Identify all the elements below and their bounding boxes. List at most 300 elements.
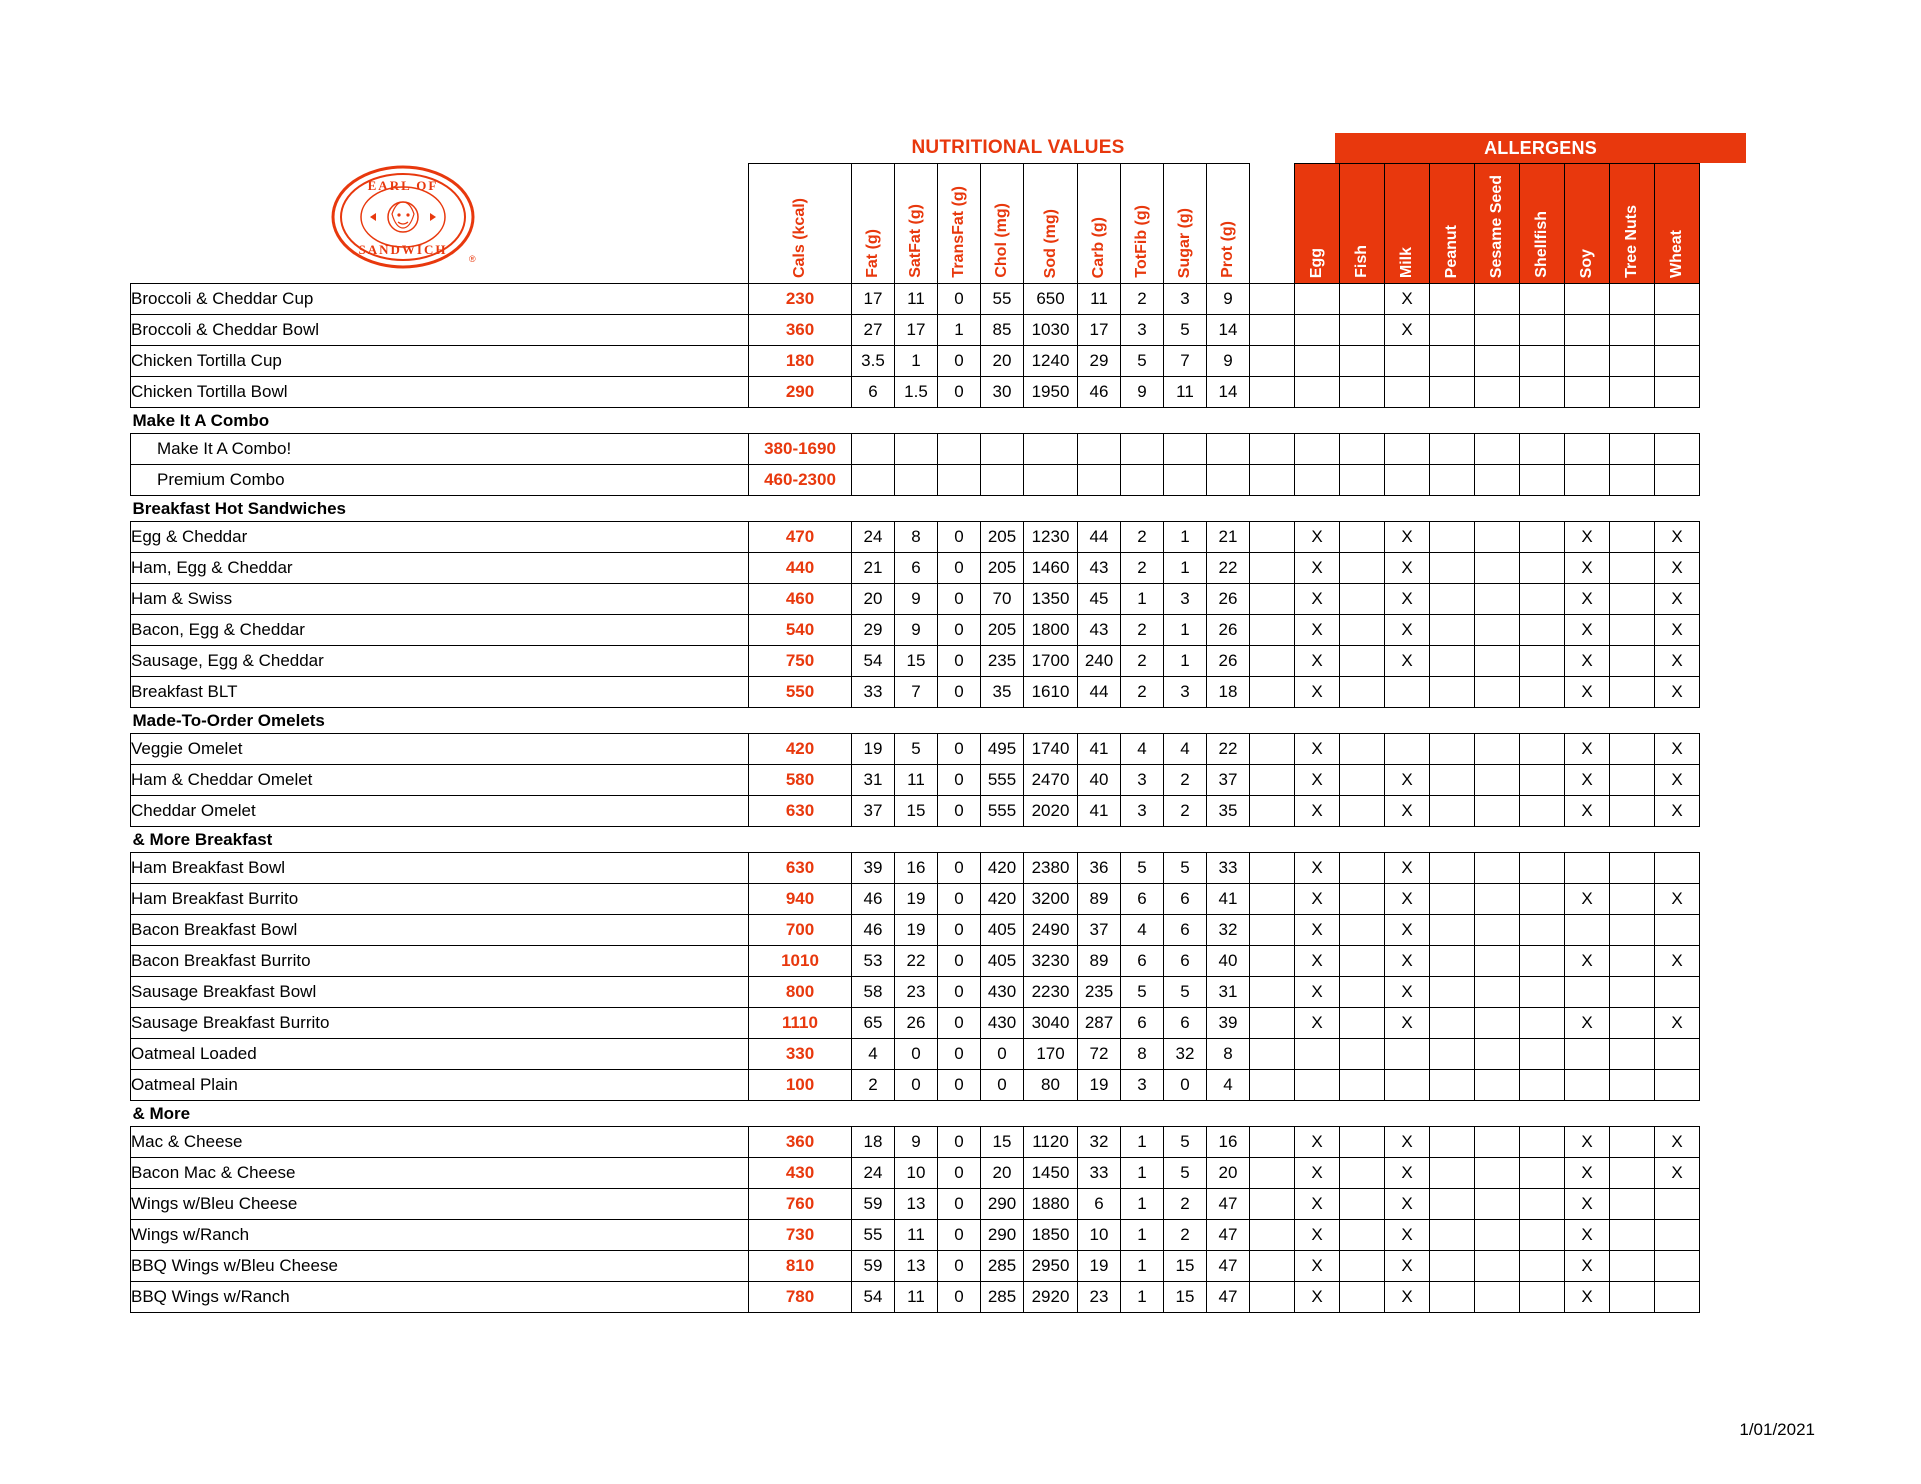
- item-name: Egg & Cheddar: [131, 522, 749, 553]
- allergen-cell: [1475, 1189, 1520, 1220]
- allergen-cell: X: [1655, 553, 1700, 584]
- section-title: & More Breakfast: [132, 829, 273, 849]
- empty-cell: [1121, 465, 1164, 496]
- nutrition-value: 1950: [1024, 377, 1078, 408]
- allergen-cell: [1340, 284, 1385, 315]
- row-gap-cell: [1250, 1158, 1295, 1189]
- nutrition-column-header: [1078, 164, 1121, 284]
- item-name: Oatmeal Loaded: [131, 1039, 749, 1070]
- table-row: [131, 946, 1700, 977]
- section-header-row: [131, 708, 1700, 734]
- allergen-cell: X: [1295, 1189, 1340, 1220]
- empty-cell: [1340, 434, 1385, 465]
- nutrition-value: 495: [981, 734, 1024, 765]
- nutrition-value: 2490: [1024, 915, 1078, 946]
- nutritional-values-banner: NUTRITIONAL VALUES: [911, 137, 1125, 158]
- nutrition-value: 13: [895, 1251, 938, 1282]
- nutrition-value: 65: [852, 1008, 895, 1039]
- empty-cell: [1340, 465, 1385, 496]
- allergen-cell: [1520, 1220, 1565, 1251]
- nutrition-value: 6: [1164, 884, 1207, 915]
- allergen-cell: X: [1565, 796, 1610, 827]
- allergen-cell: [1340, 1189, 1385, 1220]
- nutrition-value: 0: [938, 884, 981, 915]
- table-row: [131, 1070, 1700, 1101]
- nutrition-value: 8: [1207, 1039, 1250, 1070]
- allergen-cell: [1520, 284, 1565, 315]
- nutrition-value: 31: [1207, 977, 1250, 1008]
- nutrition-value: 11: [1164, 377, 1207, 408]
- allergen-cell: [1430, 1251, 1475, 1282]
- nutrition-value: 2: [1121, 284, 1164, 315]
- allergen-cell: [1520, 377, 1565, 408]
- allergen-cell: [1340, 377, 1385, 408]
- row-gap-cell: [1250, 765, 1295, 796]
- item-name: Ham, Egg & Cheddar: [131, 553, 749, 584]
- allergen-cell: [1520, 677, 1565, 708]
- row-gap-cell: [1250, 1039, 1295, 1070]
- allergen-column-header: [1340, 164, 1385, 284]
- nutrition-value: 10: [895, 1158, 938, 1189]
- nutrition-value: 290: [981, 1189, 1024, 1220]
- allergen-cell: [1520, 315, 1565, 346]
- nutrition-value: 1: [1121, 1251, 1164, 1282]
- nutrition-value: 5: [1164, 1158, 1207, 1189]
- item-calories: 440: [749, 553, 852, 584]
- row-gap-cell: [1250, 1127, 1295, 1158]
- nutrition-value: 39: [852, 853, 895, 884]
- allergen-cell: X: [1565, 946, 1610, 977]
- nutrition-value: 9: [895, 584, 938, 615]
- table-header-row: [131, 164, 1700, 284]
- nutrition-value: 4: [1121, 915, 1164, 946]
- allergen-cell: [1565, 284, 1610, 315]
- nutrition-value: 285: [981, 1282, 1024, 1313]
- table-row: [131, 1189, 1700, 1220]
- table-row: [131, 284, 1700, 315]
- allergen-cell: [1610, 522, 1655, 553]
- nutrition-value: 31: [852, 765, 895, 796]
- nutrition-value: 19: [1078, 1070, 1121, 1101]
- allergen-cell: X: [1295, 884, 1340, 915]
- allergen-cell: [1475, 884, 1520, 915]
- allergen-cell: X: [1295, 584, 1340, 615]
- allergen-cell: [1520, 1158, 1565, 1189]
- nutrition-value: 58: [852, 977, 895, 1008]
- nutrition-value: 20: [1207, 1158, 1250, 1189]
- item-calories: 580: [749, 765, 852, 796]
- nutrition-value: 19: [1078, 1251, 1121, 1282]
- nutrition-column-header: [981, 164, 1024, 284]
- row-gap-cell: [1250, 522, 1295, 553]
- allergens-banner: ALLERGENS: [1335, 133, 1746, 163]
- allergen-cell: X: [1565, 884, 1610, 915]
- empty-cell: [1565, 465, 1610, 496]
- allergen-cell: [1610, 1189, 1655, 1220]
- allergen-cell: [1340, 315, 1385, 346]
- nutrition-value: 430: [981, 977, 1024, 1008]
- allergen-cell: [1430, 315, 1475, 346]
- allergen-cell: [1610, 1158, 1655, 1189]
- row-gap-cell: [1250, 615, 1295, 646]
- nutrition-value: 205: [981, 522, 1024, 553]
- item-name: Ham & Cheddar Omelet: [131, 765, 749, 796]
- nutrition-value: 4: [1121, 734, 1164, 765]
- nutrition-value: 46: [1078, 377, 1121, 408]
- allergen-cell: X: [1565, 1008, 1610, 1039]
- allergen-cell: X: [1565, 553, 1610, 584]
- nutrition-column-header: [749, 164, 852, 284]
- item-name: Sausage Breakfast Bowl: [131, 977, 749, 1008]
- item-name: Chicken Tortilla Bowl: [131, 377, 749, 408]
- item-name: Mac & Cheese: [131, 1127, 749, 1158]
- nutrition-value: 0: [938, 977, 981, 1008]
- nutrition-value: 1: [1121, 1127, 1164, 1158]
- combo-calorie-range: 460-2300: [749, 465, 852, 496]
- section-title: Breakfast Hot Sandwiches: [132, 498, 347, 518]
- nutrition-value: 11: [1078, 284, 1121, 315]
- nutrition-value: 1240: [1024, 346, 1078, 377]
- allergen-column-header: [1565, 164, 1610, 284]
- nutrition-value: 13: [895, 1189, 938, 1220]
- empty-cell: [1024, 465, 1078, 496]
- allergen-cell: [1475, 315, 1520, 346]
- nutrition-value: 1: [1121, 1189, 1164, 1220]
- item-name: Cheddar Omelet: [131, 796, 749, 827]
- nutrition-value: 2: [1164, 796, 1207, 827]
- section-title: Made-To-Order Omelets: [132, 710, 325, 730]
- allergen-cell: X: [1385, 796, 1430, 827]
- item-name: Sausage, Egg & Cheddar: [131, 646, 749, 677]
- combo-name: Make It A Combo!: [131, 434, 749, 465]
- row-gap-cell: [1250, 734, 1295, 765]
- section-header-row: [131, 496, 1700, 522]
- nutrition-value: 2020: [1024, 796, 1078, 827]
- nutrition-value: 29: [1078, 346, 1121, 377]
- allergen-cell: [1430, 853, 1475, 884]
- allergen-cell: [1565, 377, 1610, 408]
- nutrition-value: 555: [981, 796, 1024, 827]
- empty-cell: [1520, 434, 1565, 465]
- nutrition-value: 6: [1078, 1189, 1121, 1220]
- table-row: [131, 584, 1700, 615]
- section-header-row: [131, 827, 1700, 853]
- allergen-cell: [1655, 377, 1700, 408]
- nutrition-value: 4: [1164, 734, 1207, 765]
- nutrition-value: 1: [895, 346, 938, 377]
- nutrition-value: 18: [852, 1127, 895, 1158]
- nutrition-column-label: Carb (g): [1090, 216, 1107, 278]
- svg-text:®: ®: [469, 254, 476, 264]
- allergen-cell: [1430, 346, 1475, 377]
- nutrition-value: 0: [938, 734, 981, 765]
- nutrition-value: 41: [1078, 734, 1121, 765]
- table-row: [131, 977, 1700, 1008]
- allergen-cell: [1340, 1127, 1385, 1158]
- nutrition-value: 1: [1121, 1282, 1164, 1313]
- table-row: [131, 1158, 1700, 1189]
- allergen-cell: X: [1295, 765, 1340, 796]
- item-name: Bacon, Egg & Cheddar: [131, 615, 749, 646]
- allergen-cell: [1340, 1220, 1385, 1251]
- allergen-cell: [1610, 853, 1655, 884]
- allergen-cell: [1340, 553, 1385, 584]
- empty-cell: [1295, 465, 1340, 496]
- table-row: [131, 884, 1700, 915]
- allergen-cell: [1655, 1189, 1700, 1220]
- nutrition-value: 0: [938, 946, 981, 977]
- nutrition-value: 2: [1164, 765, 1207, 796]
- allergen-cell: [1610, 977, 1655, 1008]
- allergen-cell: [1340, 853, 1385, 884]
- nutrition-value: 47: [1207, 1220, 1250, 1251]
- empty-cell: [1610, 434, 1655, 465]
- allergen-cell: X: [1565, 1189, 1610, 1220]
- empty-cell: [852, 434, 895, 465]
- item-name: Wings w/Bleu Cheese: [131, 1189, 749, 1220]
- nutrition-value: 47: [1207, 1189, 1250, 1220]
- nutrition-value: 9: [895, 615, 938, 646]
- nutrition-value: 19: [895, 915, 938, 946]
- allergen-cell: X: [1655, 734, 1700, 765]
- allergen-cell: [1520, 796, 1565, 827]
- nutrition-value: 33: [1078, 1158, 1121, 1189]
- allergen-cell: [1430, 553, 1475, 584]
- allergen-cell: [1340, 977, 1385, 1008]
- nutrition-value: 6: [895, 553, 938, 584]
- nutrition-value: 1610: [1024, 677, 1078, 708]
- empty-cell: [895, 465, 938, 496]
- allergen-cell: [1610, 315, 1655, 346]
- nutrition-value: 0: [938, 1008, 981, 1039]
- row-gap-cell: [1250, 884, 1295, 915]
- table-row: [131, 1220, 1700, 1251]
- nutrition-value: 0: [938, 1220, 981, 1251]
- allergen-cell: [1520, 1070, 1565, 1101]
- allergen-cell: [1610, 1039, 1655, 1070]
- empty-cell: [981, 465, 1024, 496]
- allergen-column-header: [1430, 164, 1475, 284]
- allergen-cell: [1610, 377, 1655, 408]
- allergen-cell: X: [1295, 1282, 1340, 1313]
- allergen-cell: X: [1385, 1158, 1430, 1189]
- nutrition-value: 2: [1121, 615, 1164, 646]
- item-calories: 630: [749, 853, 852, 884]
- table-row: [131, 1008, 1700, 1039]
- nutrition-value: 72: [1078, 1039, 1121, 1070]
- nutrition-value: 0: [938, 1039, 981, 1070]
- empty-cell: [1121, 434, 1164, 465]
- nutrition-value: 1700: [1024, 646, 1078, 677]
- row-gap-cell: [1250, 677, 1295, 708]
- nutrition-value: 1850: [1024, 1220, 1078, 1251]
- nutrition-value: 23: [1078, 1282, 1121, 1313]
- table-row: [131, 1127, 1700, 1158]
- empty-cell: [1164, 465, 1207, 496]
- nutrition-value: 26: [895, 1008, 938, 1039]
- allergen-cell: [1430, 1039, 1475, 1070]
- nutrition-value: 205: [981, 553, 1024, 584]
- allergen-cell: X: [1385, 915, 1430, 946]
- nutrition-value: 47: [1207, 1282, 1250, 1313]
- allergen-cell: [1475, 522, 1520, 553]
- allergen-cell: [1475, 553, 1520, 584]
- item-calories: 780: [749, 1282, 852, 1313]
- allergen-cell: X: [1385, 584, 1430, 615]
- nutrition-value: 1030: [1024, 315, 1078, 346]
- table-row: [131, 765, 1700, 796]
- allergen-cell: X: [1385, 553, 1430, 584]
- nutrition-value: 1: [1164, 615, 1207, 646]
- nutrition-value: 1: [1121, 1220, 1164, 1251]
- nutrition-value: 5: [895, 734, 938, 765]
- item-calories: 100: [749, 1070, 852, 1101]
- nutrition-value: 0: [938, 615, 981, 646]
- allergen-cell: [1340, 796, 1385, 827]
- nutrition-value: 35: [1207, 796, 1250, 827]
- nutrition-value: 6: [1121, 946, 1164, 977]
- nutrition-value: 2920: [1024, 1282, 1078, 1313]
- nutrition-value: 235: [981, 646, 1024, 677]
- allergen-cell: X: [1295, 1220, 1340, 1251]
- allergen-column-label: Shellfish: [1533, 211, 1550, 278]
- nutrition-value: 650: [1024, 284, 1078, 315]
- allergen-cell: [1295, 315, 1340, 346]
- allergen-cell: X: [1565, 1282, 1610, 1313]
- nutrition-value: 15: [895, 796, 938, 827]
- nutrition-value: 287: [1078, 1008, 1121, 1039]
- allergen-cell: [1430, 946, 1475, 977]
- allergen-cell: [1655, 315, 1700, 346]
- allergen-cell: X: [1295, 796, 1340, 827]
- row-gap-cell: [1250, 853, 1295, 884]
- nutrition-column-header: [1024, 164, 1078, 284]
- allergen-cell: [1430, 377, 1475, 408]
- nutrition-value: 2: [1164, 1220, 1207, 1251]
- allergen-cell: [1610, 584, 1655, 615]
- document-date: 1/01/2021: [1739, 1420, 1815, 1439]
- nutrition-value: 32: [1078, 1127, 1121, 1158]
- allergen-cell: [1340, 615, 1385, 646]
- allergen-cell: [1655, 1251, 1700, 1282]
- allergen-cell: [1520, 915, 1565, 946]
- allergen-column-label: Egg: [1308, 247, 1325, 278]
- item-name: Breakfast BLT: [131, 677, 749, 708]
- item-calories: 540: [749, 615, 852, 646]
- nutrition-value: 5: [1121, 853, 1164, 884]
- allergen-cell: X: [1655, 584, 1700, 615]
- nutrition-value: 170: [1024, 1039, 1078, 1070]
- nutrition-value: 1.5: [895, 377, 938, 408]
- allergen-cell: [1430, 734, 1475, 765]
- nutrition-value: 22: [1207, 553, 1250, 584]
- nutrition-value: 89: [1078, 946, 1121, 977]
- nutrition-value: 1230: [1024, 522, 1078, 553]
- allergen-cell: [1475, 765, 1520, 796]
- nutrition-value: 59: [852, 1251, 895, 1282]
- nutrition-value: 43: [1078, 553, 1121, 584]
- allergen-cell: X: [1385, 284, 1430, 315]
- allergen-cell: [1520, 853, 1565, 884]
- empty-cell: [1655, 434, 1700, 465]
- allergen-column-label: Milk: [1398, 246, 1415, 278]
- allergen-cell: X: [1385, 646, 1430, 677]
- nutrition-value: 30: [981, 377, 1024, 408]
- nutrition-value: 15: [981, 1127, 1024, 1158]
- row-gap-cell: [1250, 1189, 1295, 1220]
- nutrition-value: 2950: [1024, 1251, 1078, 1282]
- item-calories: 700: [749, 915, 852, 946]
- nutrition-value: 0: [938, 522, 981, 553]
- nutrition-value: 285: [981, 1251, 1024, 1282]
- nutrition-value: 1: [1164, 646, 1207, 677]
- nutrition-value: 19: [895, 884, 938, 915]
- empty-cell: [981, 434, 1024, 465]
- nutrition-value: 1: [1164, 522, 1207, 553]
- nutrition-value: 0: [981, 1039, 1024, 1070]
- nutrition-value: 4: [1207, 1070, 1250, 1101]
- nutrition-value: 2380: [1024, 853, 1078, 884]
- nutrition-value: 9: [1207, 284, 1250, 315]
- item-calories: 330: [749, 1039, 852, 1070]
- allergen-cell: [1385, 677, 1430, 708]
- nutrition-value: 5: [1164, 315, 1207, 346]
- allergen-cell: X: [1655, 1158, 1700, 1189]
- svg-text:EARL OF: EARL OF: [367, 178, 439, 193]
- allergen-cell: [1340, 1070, 1385, 1101]
- nutrition-value: 18: [1207, 677, 1250, 708]
- allergen-cell: [1565, 977, 1610, 1008]
- nutrition-value: 27: [852, 315, 895, 346]
- allergen-column-header: [1475, 164, 1520, 284]
- allergen-cell: [1430, 1008, 1475, 1039]
- item-calories: 630: [749, 796, 852, 827]
- allergen-cell: [1610, 1008, 1655, 1039]
- item-name: Ham Breakfast Bowl: [131, 853, 749, 884]
- nutrition-value: 8: [895, 522, 938, 553]
- nutrition-value: 205: [981, 615, 1024, 646]
- allergen-cell: X: [1295, 977, 1340, 1008]
- allergen-cell: X: [1385, 977, 1430, 1008]
- nutrition-value: 405: [981, 946, 1024, 977]
- allergen-cell: X: [1565, 734, 1610, 765]
- allergen-cell: [1430, 646, 1475, 677]
- nutrition-value: 5: [1121, 346, 1164, 377]
- allergen-cell: [1565, 346, 1610, 377]
- item-name: Oatmeal Plain: [131, 1070, 749, 1101]
- allergen-cell: X: [1295, 1008, 1340, 1039]
- nutrition-value: 6: [1121, 884, 1164, 915]
- allergen-cell: [1610, 1251, 1655, 1282]
- nutrition-value: 32: [1164, 1039, 1207, 1070]
- allergen-cell: [1520, 734, 1565, 765]
- item-name: Bacon Breakfast Burrito: [131, 946, 749, 977]
- item-calories: 1110: [749, 1008, 852, 1039]
- nutrition-value: 11: [895, 1220, 938, 1251]
- nutrition-value: 37: [852, 796, 895, 827]
- allergen-cell: X: [1565, 615, 1610, 646]
- allergen-cell: [1475, 1008, 1520, 1039]
- allergen-cell: X: [1565, 1251, 1610, 1282]
- allergen-cell: [1475, 977, 1520, 1008]
- allergen-cell: [1340, 884, 1385, 915]
- allergen-cell: [1430, 284, 1475, 315]
- nutrition-column-label: Sugar (g): [1176, 207, 1193, 278]
- item-calories: 290: [749, 377, 852, 408]
- table-row: [131, 734, 1700, 765]
- allergen-column-header: [1385, 164, 1430, 284]
- allergen-cell: [1295, 346, 1340, 377]
